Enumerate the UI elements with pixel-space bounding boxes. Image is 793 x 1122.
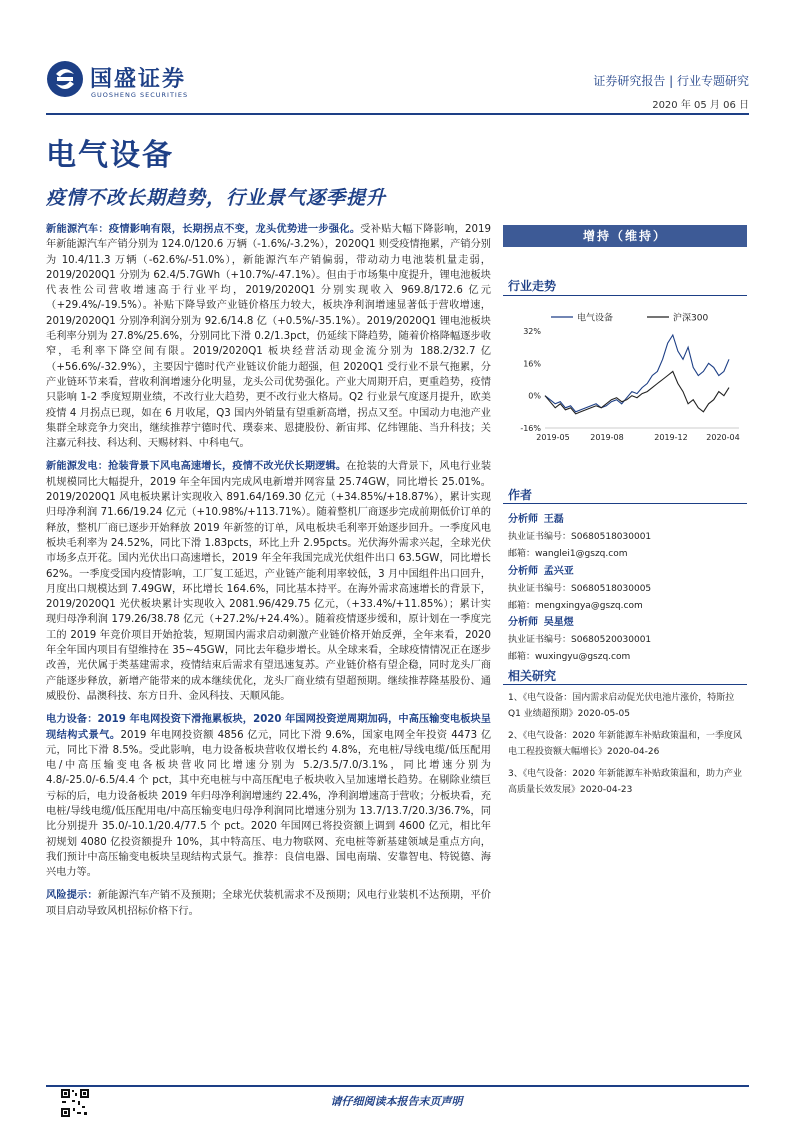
related-list bbox=[508, 690, 747, 798]
sector-title: 电气设备 bbox=[46, 138, 174, 173]
analysts-divider bbox=[503, 503, 747, 504]
related-item[interactable]: 2、《电气设备：2020 年新能源车补贴政策温和，一季度风电工程投资额大幅增长》2020-04-26 bbox=[508, 731, 742, 757]
y-tick-label: 0% bbox=[528, 391, 541, 401]
paragraph-power-lead: 电力设备：2019 年电网投资下滑拖累板块，2020 年国网投资逆周期加码，中高压输变电板块呈现结构式景气。 bbox=[46, 714, 491, 741]
main-content bbox=[46, 222, 491, 927]
analyst-email[interactable]: 邮箱：wuxingyu@gszq.com bbox=[508, 652, 631, 662]
x-tick-label: 2019-05 bbox=[536, 433, 570, 442]
related-item[interactable]: 3、《电气设备：2020 年新能源车补贴政策温和，助力产业高质量长效发展》2020-04-23 bbox=[508, 769, 742, 795]
report-type: 证券研究报告 | 行业专题研究 bbox=[593, 74, 749, 88]
analyst-card bbox=[508, 613, 651, 662]
legend-label: 电气设备 bbox=[577, 313, 614, 324]
y-tick-label: 16% bbox=[523, 359, 541, 369]
risk-lead: 风险提示： bbox=[46, 890, 98, 902]
paragraph-renewables-body: 在抢装的大背景下，风电行业装机规模同比大幅提升，2019 年全年国内完成风电新增并网容量 25.74GW，同比增长 25.01%。2019/2020Q1 风电板块累计实现收入 891.64/169.30 亿元（+34.85%/+18.87%），累计实现归母净利润 71.66/19.24 亿元（+10.98%/+113.71%）。随着整机厂商逐步完成前期低价订单的释放，整机厂商已逐步开始释放 2019 年新签的订单，风电板块毛利率开始逐步回升。一季度风电板块毛利率为 24.52%，同比下滑 1.83pcts，环比上升 2.95pcts。光伏海外需求兴起，全球光伏市场多点开花。国内光伏出口高速增长，2019 年全年我国完成光伏组件出口 63.5GW，同比增长 62%。一季度受国内疫情影响，工厂复工延迟，产业链产能利用率较低，3 月中国组件出口回升，月度出口规模达到 7.49GW，环比增长 164.6%，同比基本持平。在海外需求高速增长的背景下，2019/2020Q1 光伏板块累计实现收入 2081.96/429.75 亿元，（+33.4%/+11.85%）；累计实现归母净利润 179.26/38.78 亿元（+27.2%/+24.4%）。随着疫情逐步缓和，原计划在一季度完工的 2019 年竞价项目开始抢装，短期国内需求启动刺激产业链价格开始反弹，全年来看，2020 年全年国内项目有望维持在 35~45GW，同比去年稳步增长。从全球来看，全球疫情情况正在逐步改善，光伏属于类基建需求，疫情结束后需求有望迅速复苏。产业链价格有望企稳，同时龙头厂商产能逐步释放，新增产能带来的成本继续优化，龙头厂商业绩有望超预期。继续推荐隆基股份、通威股份、晶澳科技、东方日升、金风科技、天顺风能。 bbox=[46, 461, 492, 702]
industry-trend-chart bbox=[503, 305, 747, 445]
analyst-cert: 执业证书编号：S0680518030001 bbox=[508, 532, 652, 542]
report-date: 2020 年 05 月 06 日 bbox=[652, 100, 749, 111]
company-logo bbox=[46, 60, 206, 106]
logo-chinese-name: 国盛证券 bbox=[90, 67, 187, 92]
trend-heading: 行业走势 bbox=[508, 279, 557, 293]
analyst-role: 分析师 bbox=[508, 617, 538, 628]
paragraph-ev-body: 受补贴大幅下降影响，2019 年新能源汽车产销分别为 124.0/120.6 万辆（-1.6%/-3.2%），2020Q1 则受疫情拖累，产销分别为 10.4/11.3 万辆（-62.6%/-51.0%），新能源汽车产销偏弱，带动动力电池装机量走弱，2019/2020Q1 分别为 62.4/5.7GWh（+10.7%/-47.1%）。但由于市场集中度提升，锂电池板块代表性公司营收增速高于行业平均，2019/2020Q1 分别实现收入 969.8/172.6 亿元（+29.4%/-19.5%）。补贴下降导致产业链价格压力较大，板块净利润增速显著低于营收增速，2019/2020Q1 分别净利润分别为 92.6/14.8 亿（+0.5%/-35.1%）。2019/2020Q1 锂电池板块毛利率分别为 27.8%/25.6%，分别同比下滑 0.2/1.3pct，仍延续下降趋势，随着价格降幅逐步收窄，毛利率下降空间有限。2019/2020Q1 板块经营活动现金流分别为 188.2/32.7 亿（+56.6%/-32.9%），主要因宁德时代产业链议价能力超强，但 2020Q1 受行业不景气拖累，分产业链环节来看，营收利润增速分化明显，龙头公司优势强化。产业大周期开启，更重趋势，疫情只影响 1-2 季度短期业绩，不改行业大趋势，更不改行业大格局。Q2 行业景气度逐月提升，欧美疫情 4 月拐点已现，如在 6 月收尾，Q3 国内外销量有望重新高增，拐点又至。中国动力电池产业集群全球竞争力突出，继续推荐宁德时代、璞泰来、恩捷股份、新宙邦、亿纬锂能、当升科技；关注嘉元科技、科达利、天赐材料、中科电气。 bbox=[46, 224, 491, 450]
analyst-card bbox=[508, 562, 651, 611]
risk-body: 新能源汽车产销不及预期；全球光伏装机需求不及预期；风电行业装机不达预期，平价项目启动导致风机招标价格下行。 bbox=[46, 890, 491, 917]
trend-divider bbox=[503, 295, 747, 296]
report-title: 疫情不改长期趋势，行业景气逐季提升 bbox=[46, 187, 387, 209]
y-tick-label: -16% bbox=[520, 424, 541, 433]
paragraph-renewables-lead: 新能源发电：抢装背景下风电高速增长，疫情不改光伏长期逻辑。 bbox=[46, 461, 347, 473]
analyst-role: 分析师 bbox=[508, 566, 538, 577]
related-divider bbox=[503, 684, 747, 685]
legend-label: 沪深300 bbox=[673, 313, 709, 324]
logo-english-name: GUOSHENG SECURITIES bbox=[91, 91, 189, 99]
analyst-name: 孟兴亚 bbox=[543, 566, 574, 577]
analyst-role: 分析师 bbox=[508, 514, 538, 525]
y-tick-label: 32% bbox=[523, 327, 541, 336]
analyst-cert: 执业证书编号：S0680518030005 bbox=[508, 584, 652, 594]
analyst-card bbox=[508, 510, 651, 559]
header-divider bbox=[46, 113, 749, 115]
paragraph-renewables bbox=[46, 459, 491, 704]
x-tick-label: 2019-08 bbox=[590, 433, 624, 442]
analyst-name: 吴星煜 bbox=[543, 617, 574, 628]
x-tick-label: 2019-12 bbox=[654, 433, 688, 442]
paragraph-ev bbox=[46, 222, 491, 451]
footer-divider bbox=[46, 1085, 749, 1087]
paragraph-risk bbox=[46, 888, 491, 919]
analyst-cert: 执业证书编号：S0680520030001 bbox=[508, 635, 652, 645]
paragraph-ev-lead: 新能源汽车：疫情影响有限，长期拐点不变，龙头优势进一步强化。 bbox=[46, 224, 361, 235]
x-tick-label: 2020-04 bbox=[706, 433, 740, 442]
analyst-email[interactable]: 邮箱：mengxingya@gszq.com bbox=[508, 601, 643, 611]
series-line bbox=[545, 335, 729, 412]
analyst-name: 王磊 bbox=[543, 514, 564, 525]
footer-disclaimer: 请仔细阅读本报告末页声明 bbox=[330, 1095, 463, 1108]
related-item[interactable]: 1、《电气设备：国内需求启动促光伏电池片涨价，特斯拉 Q1 业绩超预期》2020-05-05 bbox=[508, 693, 735, 719]
paragraph-power-body: 2019 年电网投资额 4856 亿元，同比下滑 9.6%，国家电网全年投资 4473 亿元，同比下滑 8.5%。受此影响，电力设备板块营收仅增长约 4.8%，充电桩/导线电缆/低压配用电/中高压输变电各板块营收同比增速分别为 5.2/3.5/7.0/3.1%，同比增速分别为 4.8/-25.0/-6.5/4.4 个 pct，其中充电桩与中高压配电子板块收入呈加速增长趋势。在剔除业绩巨亏标的后，电力设备板块 2019 年归母净利润增速约 22.4%，净利润增速高于营收；分板块看，充电桩/导线电缆/低压配用电/中高压输变电归母净利润同比增速分别为 13.7/13.7/20.3/36.7%，同比分别提升 35.0/-10.1/20.4/77.5 个 pct。2020 年国网已将投资额上调到 4600 亿元，相比年初规划 4080 亿投资额提升 10%，其中特高压、电力物联网、充电桩等新基建领域是重点方向，我们预计中高压输变电板块呈现结构式景气。推荐：良信电器、国电南瑞、安靠智电、特锐德、海兴电力等。 bbox=[46, 729, 492, 879]
paragraph-power-equipment bbox=[46, 712, 491, 880]
logo-mark-icon bbox=[46, 60, 84, 98]
related-heading: 相关研究 bbox=[508, 669, 557, 683]
rating-badge: 增持（维持） bbox=[503, 225, 747, 247]
analysts-heading: 作者 bbox=[508, 488, 533, 502]
analyst-email[interactable]: 邮箱：wanglei1@gszq.com bbox=[508, 549, 628, 559]
